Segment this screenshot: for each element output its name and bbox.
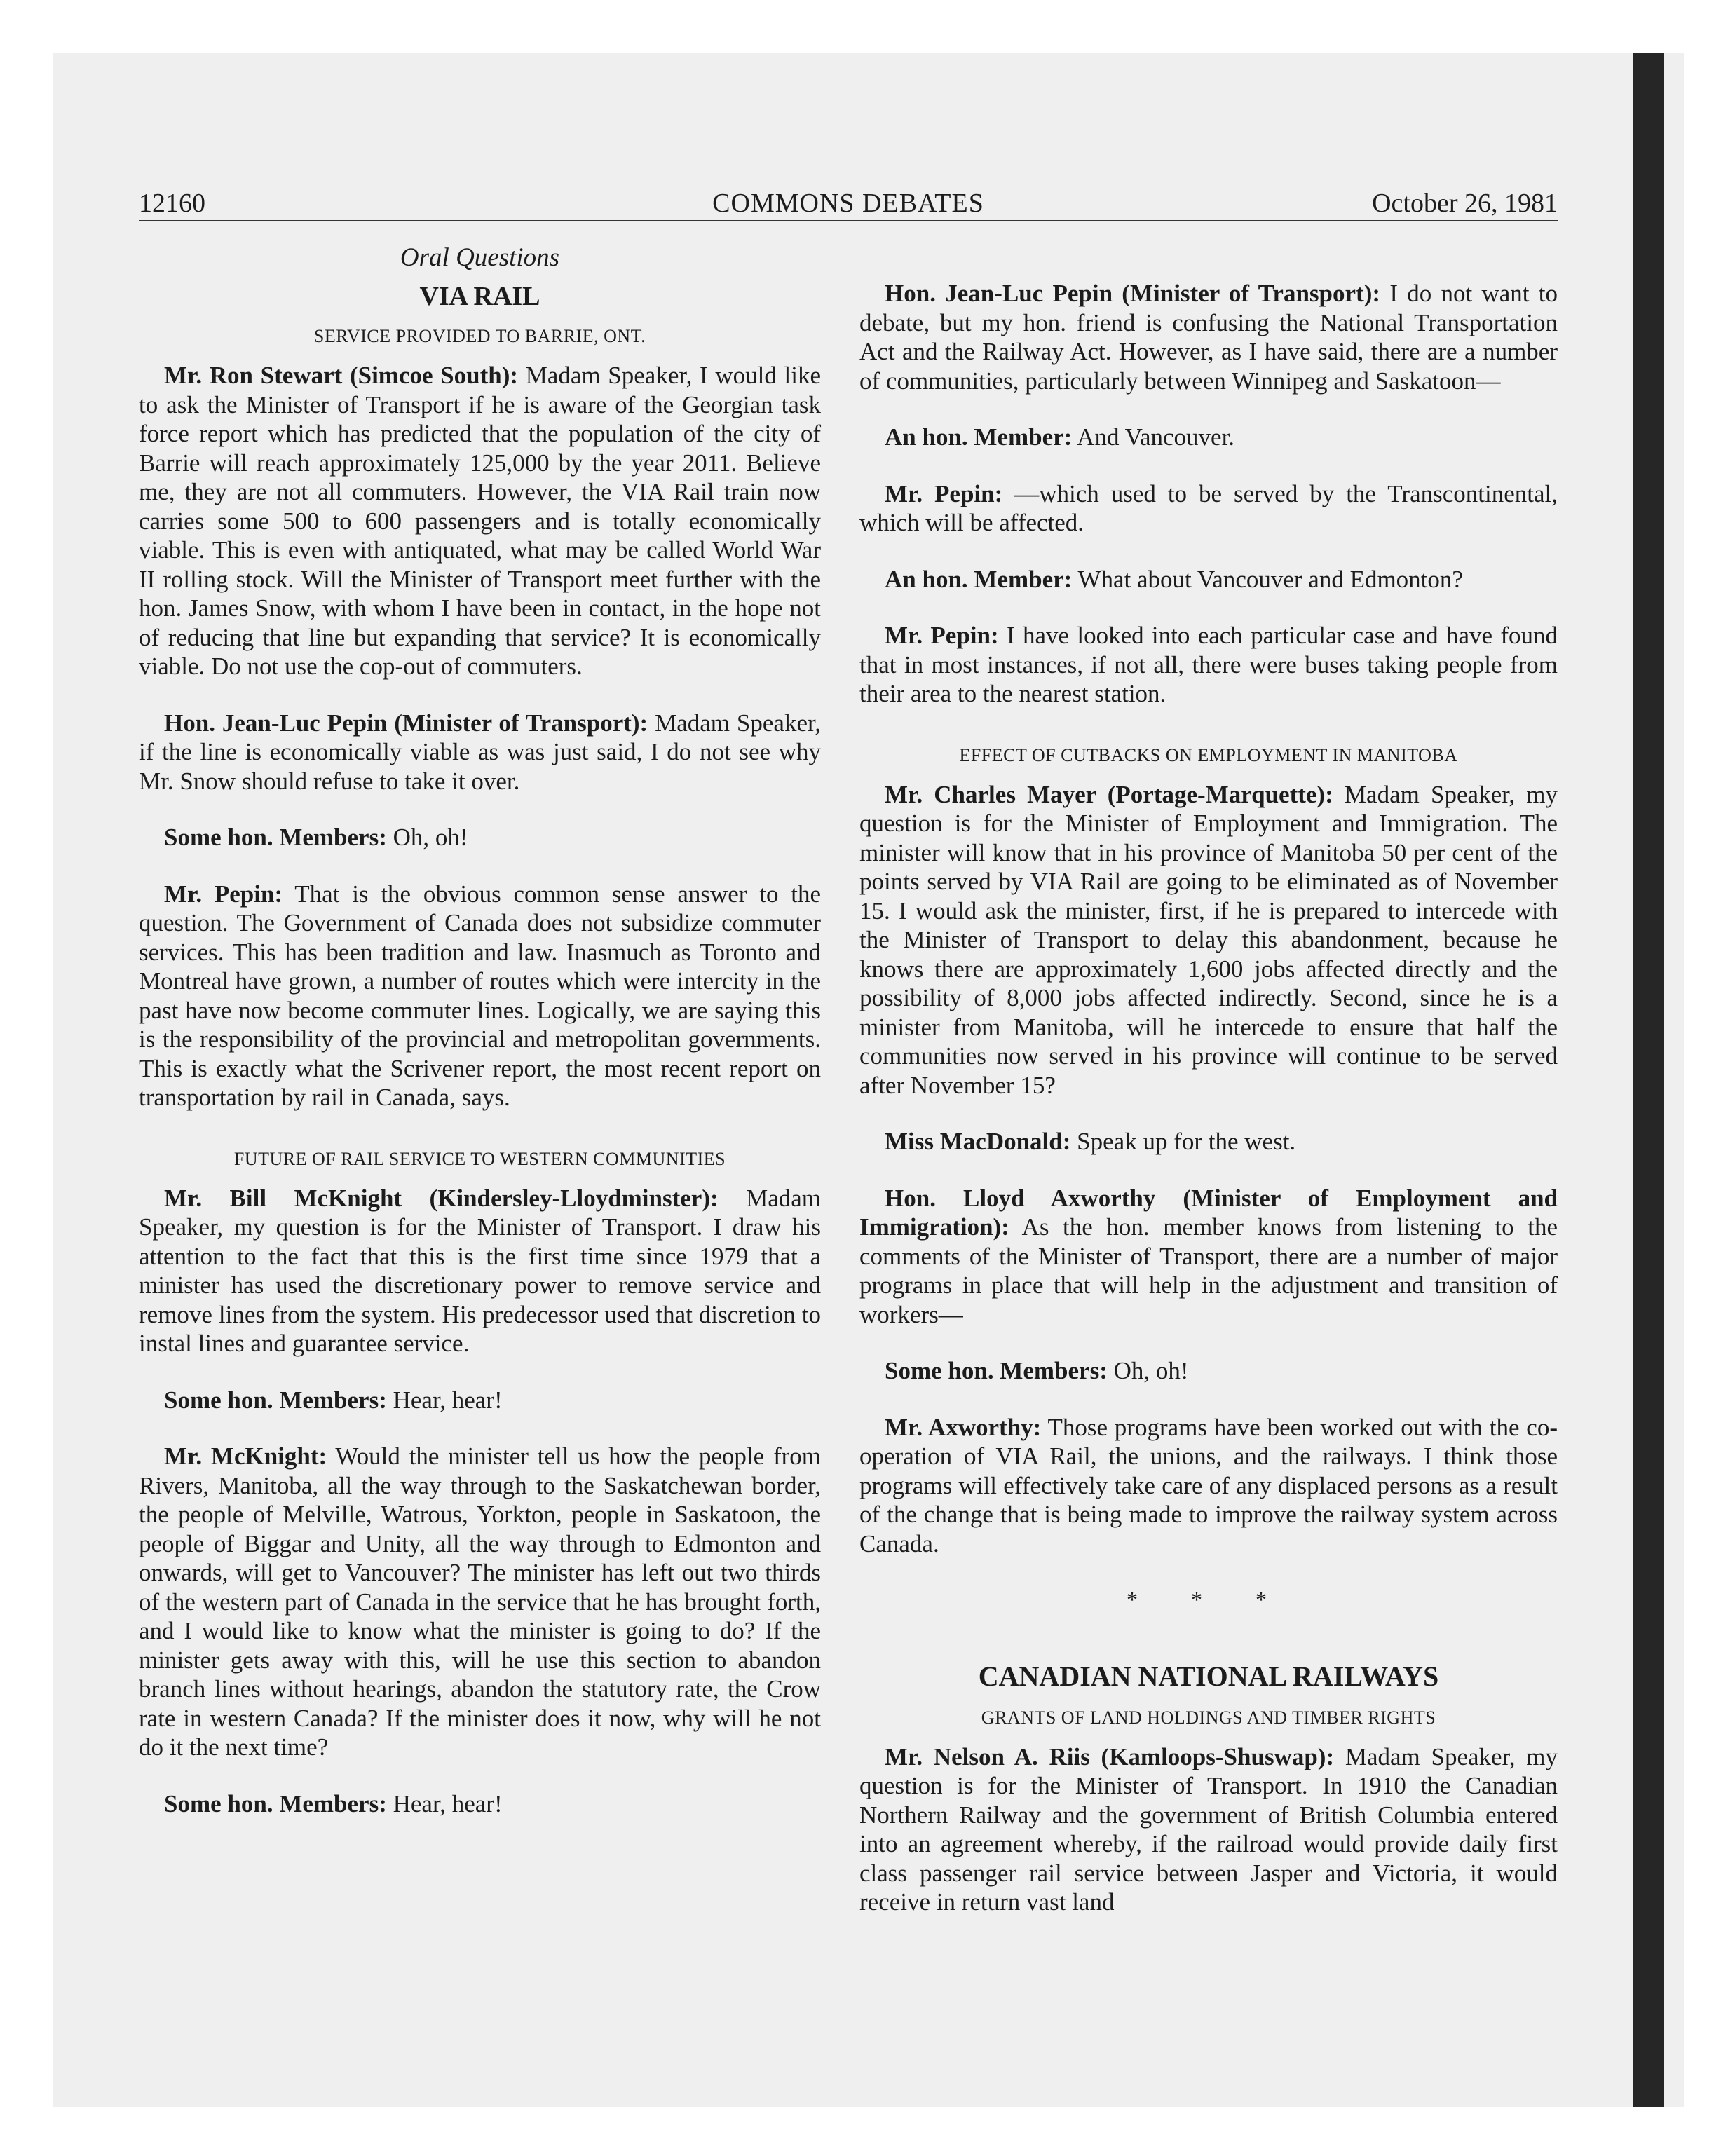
speech [139, 709, 821, 796]
speech-text: Madam Speaker, my question is for the Minister of Transport. I draw his attention to the fact that this is the first time since 1979 that a minister has used the discretionary power to remove service and remove lines from the system. His predecessor used that discretion to instal lines and guarantee service. [139, 1184, 821, 1357]
publication-title: COMMONS DEBATES [712, 189, 984, 218]
binding-edge [1633, 53, 1664, 2107]
speaker: Mr. McKnight: [164, 1442, 327, 1470]
speech-text: Hear, hear! [393, 1386, 503, 1414]
page-date: October 26, 1981 [1372, 189, 1558, 218]
speaker: Mr. Axworthy: [885, 1413, 1042, 1441]
speaker: Some hon. Members: [164, 1789, 387, 1817]
speaker: Mr. Bill McKnight (Kindersley-Lloydminster): [164, 1184, 719, 1212]
speech-text: Oh, oh! [393, 824, 468, 851]
right-column [859, 279, 1558, 1944]
subheading: GRANTS OF LAND HOLDINGS AND TIMBER RIGHTS [981, 1707, 1436, 1728]
section-heading: VIA RAIL [419, 282, 540, 311]
speech-text: I have looked into each particular case and have found that in most instances, if not all, there were buses taking people from their area to the nearest station. [859, 622, 1558, 707]
speech-text: Madam Speaker, my question is for the Minister of Transport. In 1910 the Canadian Northern Railway and the government of British Columbia entered into an agreement whereby, if the railroad would provide daily first class passenger rail service between Jasper and Victoria, it would receive in return vast land [859, 1742, 1558, 1916]
speech-text: —which used to be served by the Transcontinental, which will be affected. [859, 479, 1558, 536]
speech-text: I do not want to debate, but my hon. friend is confusing the National Transportation Act and the Railway Act. However, as I have said, there are a number of communities, particularly between Winnipeg and Saskatoon— [859, 280, 1558, 395]
speech-text: As the hon. member knows from listening to the comments of the Minister of Transport, there are a number of major programs in place that will help in the adjustment and transition of workers— [859, 1213, 1558, 1328]
speech [859, 423, 1558, 452]
speech-text: Hear, hear! [393, 1789, 503, 1817]
speaker: Some hon. Members: [885, 1357, 1108, 1384]
subheading: SERVICE PROVIDED TO BARRIE, ONT. [313, 326, 646, 346]
running-head [139, 186, 1558, 221]
speech [859, 1356, 1558, 1386]
speaker: Hon. Lloyd Axworthy (Minister of Employment and Immigration): [859, 1184, 1558, 1241]
page-number: 12160 [139, 189, 205, 218]
speaker: Mr. Ron Stewart (Simcoe South): [164, 362, 519, 389]
speaker: Mr. Nelson A. Riis (Kamloops-Shuswap): [885, 1742, 1335, 1770]
left-column [139, 242, 821, 1845]
speech-text: Madam Speaker, if the line is economically viable as was just said, I do not see why Mr. Snow should refuse to take it over. [139, 709, 821, 795]
speaker: Hon. Jean-Luc Pepin (Minister of Transport): [164, 709, 648, 737]
speech [859, 1127, 1558, 1157]
subheading: EFFECT OF CUTBACKS ON EMPLOYMENT IN MANITOBA [959, 744, 1458, 765]
section-heading: CANADIAN NATIONAL RAILWAYS [978, 1660, 1439, 1692]
speaker: Mr. Pepin: [885, 622, 999, 649]
speaker: Miss MacDonald: [885, 1128, 1071, 1155]
speech-text: And Vancouver. [1077, 423, 1235, 451]
speaker: An hon. Member: [885, 565, 1073, 593]
speech-text: What about Vancouver and Edmonton? [1077, 565, 1463, 593]
speech-text: Would the minister tell us how the people from Rivers, Manitoba, all the way through to the Saskatchewan border, the people of Melville, Watrous, Yorkton, people in Saskatoon, the people of Biggar and Unity, all the way through to Edmonton and onwards, will get to Vancouver? The minister has left out two thirds of the western part of Canada in the service that he has brought forth, and I would like to know what the minister is going to do? If the minister gets away with this, will he use this section to abandon branch lines without hearings, abandon the statutory rate, the Crow rate in western Canada? If the minister does it now, why will he not do it the next time? [139, 1442, 821, 1761]
section-divider-stars: * * * [1127, 1587, 1291, 1612]
speech [139, 361, 821, 681]
speaker: Some hon. Members: [164, 824, 387, 851]
speech [859, 621, 1558, 709]
speaker: Mr. Charles Mayer (Portage-Marquette): [885, 780, 1333, 808]
speaker: Some hon. Members: [164, 1386, 387, 1414]
speech [139, 1442, 821, 1762]
speech [859, 1413, 1558, 1559]
speech-text: Speak up for the west. [1077, 1128, 1296, 1155]
speaker: An hon. Member: [885, 423, 1073, 451]
speech [859, 279, 1558, 395]
section-kicker: Oral Questions [400, 243, 560, 272]
speech-text: Oh, oh! [1113, 1357, 1189, 1384]
speech [859, 565, 1558, 594]
speech [139, 1789, 821, 1819]
subheading: FUTURE OF RAIL SERVICE TO WESTERN COMMUNITIES [233, 1148, 726, 1169]
speech [139, 823, 821, 852]
speech-text: Madam Speaker, my question is for the Minister of Employment and Immigration. The minister will know that in his province of Manitoba 50 per cent of the points served by VIA Rail are going to be eliminated as of November 15. I would ask the minister, first, if he is prepared to intercede with the Minister of Transport to delay this abandonment, because he knows there are approximately 1,600 jobs affected directly and the possibility of 8,000 jobs affected indirectly. Second, since he is a minister from Manitoba, will he intercede to ensure that half the communities now served in his province will continue to be served after November 15? [859, 780, 1558, 1099]
speech [139, 1184, 821, 1358]
speaker: Mr. Pepin: [164, 880, 283, 908]
speech [859, 1184, 1558, 1330]
speech [859, 780, 1558, 1100]
speech-text: That is the obvious common sense answer to the question. The Government of Canada does not subsidize commuter services. This has been tradition and law. Inasmuch as Toronto and Montreal have grown, a number of routes which were intercity in the past have now become commuter lines. Logically, we are saying this is the responsibility of the provincial and metropolitan governments. This is exactly what the Scrivener report, the most recent report on transportation by rail in Canada, says. [139, 880, 822, 1111]
speech-text: Madam Speaker, I would like to ask the Minister of Transport if he is aware of the Georgian task force report which has predicted that the population of the city of Barrie will reach approximately 125,000 by the year 2011. Believe me, they are not all commuters. However, the VIA Rail train now carries some 500 to 600 passengers and is totally economically viable. This is even with antiquated, what may be called World War II rolling stock. Will the Minister of Transport meet further with the hon. James Snow, with whom I have been in contact, in the hope not of reducing that line but expanding that service? It is economically viable. Do not use the cop-out of commuters. [139, 362, 821, 680]
speaker: Hon. Jean-Luc Pepin (Minister of Transport): [885, 280, 1381, 307]
speech [139, 1386, 821, 1415]
speech [859, 1742, 1558, 1917]
speech-text: Those programs have been worked out with the co-operation of VIA Rail, the unions, and the railways. I think those programs will effectively take care of any displaced persons as a result of the change that is being made to improve the railway system across Canada. [859, 1413, 1558, 1557]
speaker: Mr. Pepin: [885, 479, 1003, 507]
speech [859, 479, 1558, 538]
speech [139, 880, 821, 1112]
